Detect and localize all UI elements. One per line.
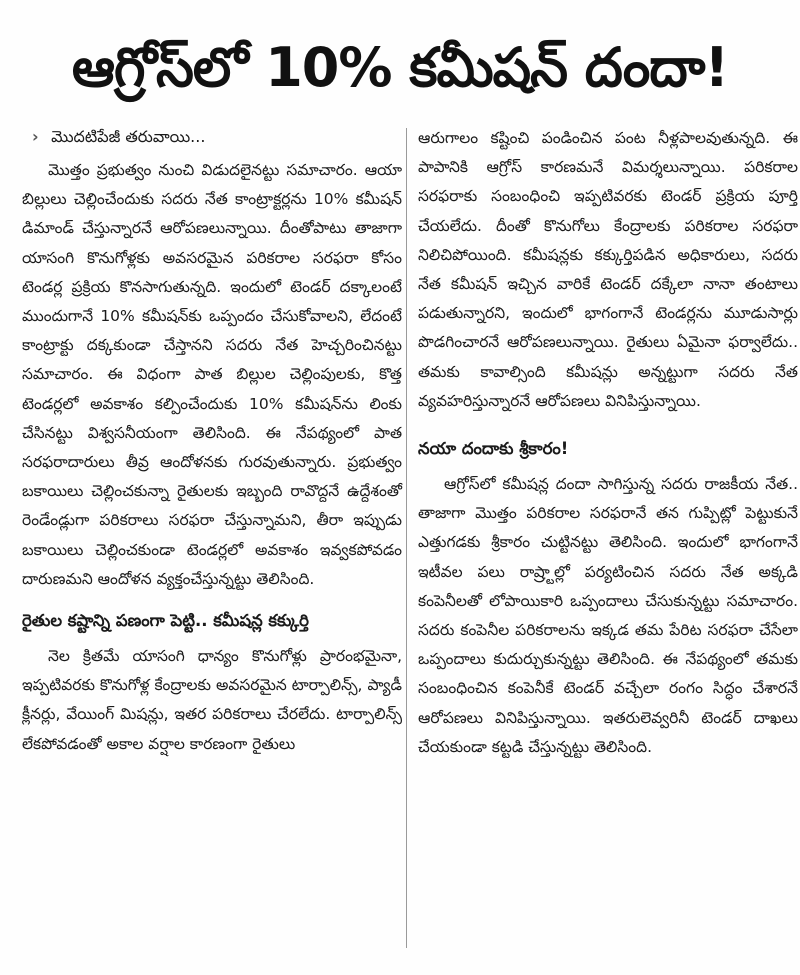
left-column [22,124,402,759]
subheading-farmers: రైతుల కష్టాన్ని పణంగా పెట్టి.. కమీషన్ల కక్కుర్తి [22,611,309,631]
continuation-kicker [32,124,402,150]
left-paragraph-1: మొత్తం ప్రభుత్వం నుంచి విడుదలైనట్టు సమాచారం. ఆయా బిల్లులు చెల్లించేందుకు సదరు నేత కాంట్రాక్టర్లను 10% కమీషన్‌ డిమాండ్‌ చేస్తున్నారనే ఆరోపణలున్నాయి. దీంతోపాటు తాజాగా యాసంగి కొనుగోళ్లకు అవసరమైన పరికరాల సరఫరా కోసం టెండర్ల ప్రక్రియ కొనసాగుతున్నది. ఇందులో టెండర్‌ దక్కాలంటే ముందుగానే 10% కమీషన్‌కు ఒప్పందం చేసుకోవాలని, లేదంటే కాంట్రాక్టు దక్కకుండా చేస్తానని సదరు నేత హెచ్చరించినట్టు సమాచారం. ఈ విధంగా పాత బిల్లుల చెల్లింపులకు, కొత్త టెండర్లలో అవకాశం కల్పించేందుకు 10% కమీషన్‌ను లింకు చేసినట్టు విశ్వసనీయంగా తెలిసింది. ఈ నేపథ్యంలో పాత సరఫరాదారులు తీవ్ర ఆందోళనకు గురవుతున్నారు. ప్రభుత్వం బకాయిలు చెల్లించకున్నా రైతులకు ఇబ్బంది రావొద్దనే ఉద్దేశంతో రెండేండ్లుగా పరికరాలు సరఫరా చేస్తున్నామని, తీరా ఇప్పుడు బకాయిలు చెల్లించకుండా టెండర్లలో అవకాశం ఇవ్వకపోవడం దారుణమని ఆందోళన వ్యక్తంచేస్తున్నట్టు తెలిసింది. [22,161,402,588]
left-paragraph-2: నెల క్రితమే యాసంగి ధాన్యం కొనుగోళ్లు ప్రారంభమైనా, ఇప్పటివరకు కొనుగోళ్ల కేంద్రాలకు అవసరమైన టార్పాలిన్స్‌, ప్యాడీ క్లీనర్లు, వేయింగ్‌ మిషన్లు, ఇతర పరికరాలు చేరలేదు. టార్పాలిన్స్‌ లేకపోవడంతో అకాల వర్షాల కారణంగా రైతులు [22,647,402,753]
column-divider [406,128,407,948]
right-paragraph-1: ఆరుగాలం కష్టించి పండించిన పంట నీళ్లపాలవుతున్నది. ఈ పాపానికి ఆగ్రోస్‌ కారణమనే విమర్శలున్నాయి. పరికరాల సరఫరాకు సంబంధించి ఇప్పటివరకు టెండర్‌ ప్రక్రియ పూర్తి చేయలేదు. దీంతో కొనుగోలు కేంద్రాలకు పరికరాల సరఫరా నిలిచిపోయింది. కమీషన్లకు కక్కుర్తిపడిన అధికారులు, సదరు నేత కమీషన్‌ ఇచ్చిన వారికే టెండర్‌ దక్కేలా నానా తంటాలు పడుతున్నారని, ఇందులో భాగంగానే టెండర్లను మూడుసార్లు పొడగించారనే ఆరోపణలున్నాయి. రైతులు ఏమైనా ఫర్వాలేదు.. తమకు కావాల్సింది కమీషన్లు అన్నట్టుగా సదరు నేత వ్యవహరిస్తున్నారనే ఆరోపణలు వినిపిస్తున్నాయి. [418,129,798,410]
right-paragraph-2: ఆగ్రోస్‌లో కమీషన్ల దందా సాగిస్తున్న సదరు రాజకీయ నేత.. తాజాగా మొత్తం పరికరాల సరఫరానే తన గుప్పిట్లో పెట్టుకునే ఎత్తుగడకు శ్రీకారం చుట్టినట్టు తెలిసింది. ఇందులో భాగంగానే ఇటీవల పలు రాష్ర్టాల్లో పర్యటించిన సదరు నేత అక్కడి కంపెనీలతో లోపాయికారి ఒప్పందాలు చేసుకున్నట్టు సమాచారం. సదరు కంపెనీల పరికరాలను ఇక్కడ తమ పేరిట సరఫరా చేసేలా ఒప్పందాలు కుదుర్చుకున్నట్టు తెలిసింది. ఈ నేపథ్యంలో తమకు సంబంధించిన కంపెనీకే టెండర్‌ వచ్చేలా రంగం సిద్ధం చేశారనే ఆరోపణలు వినిపిస్తున్నాయి. ఇతరులెవ్వరినీ టెండర్‌ దాఖలు చేయకుండా కట్టడి చేస్తున్నట్టు తెలిసింది. [418,475,798,756]
subheading-new-racket: నయా దందాకు శ్రీకారం! [418,439,569,459]
chevron-right-icon: › [32,127,39,146]
headline: ఆగ్రోస్‌లో 10% కమీషన్‌ దందా! [71,36,729,99]
right-column [418,124,798,762]
kicker-text: మొదటిపేజీ తరువాయి... [51,127,206,146]
